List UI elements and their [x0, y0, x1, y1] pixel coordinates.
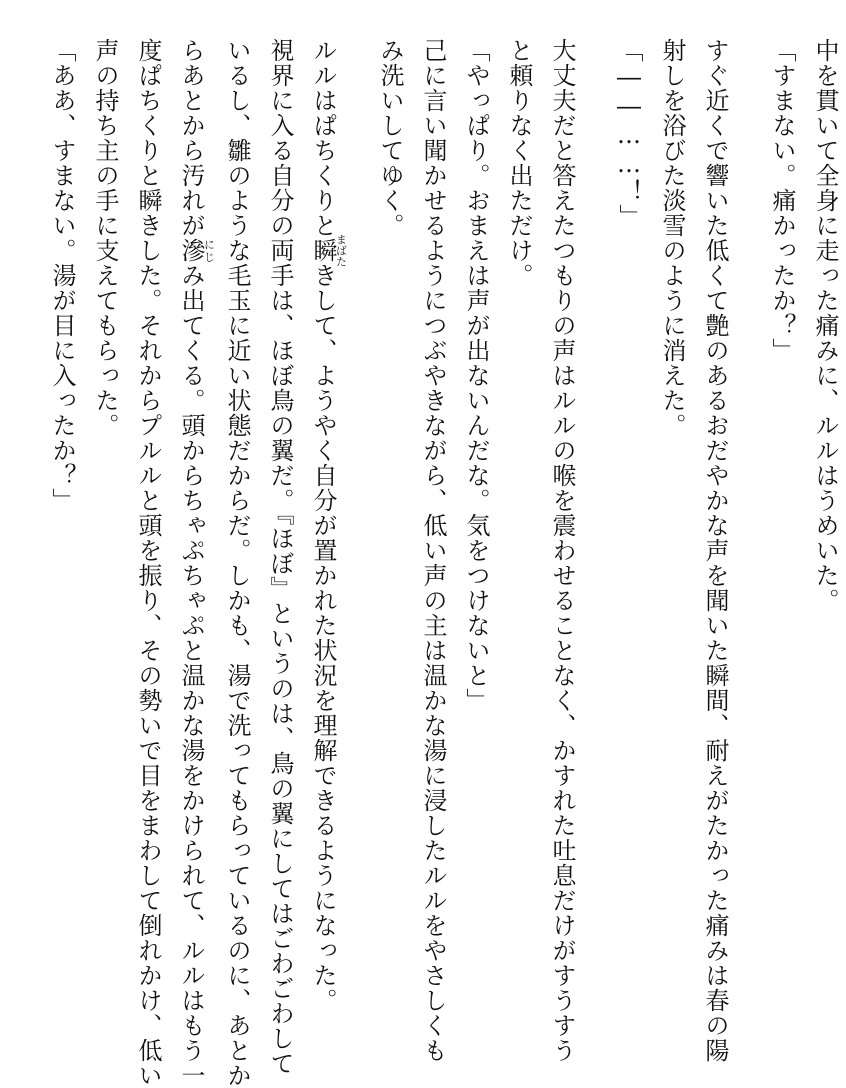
text-line: 大丈夫だと答えたつもりの声はルルの喉を震わせることなく、かすれた吐息だけがすうすう	[548, 38, 576, 1063]
dialogue-line: 「――……！」	[615, 38, 643, 229]
text-segment: きして、ようやく自分が置かれた状況を理解できるようになった。	[309, 263, 337, 1013]
ruby-base: 瞬	[309, 234, 337, 267]
text-segment: み出てくる。頭からちゃぷちゃぷと温かな湯をかけられて、ルルはもう一	[177, 263, 205, 1088]
ruby-reading: にじ	[202, 238, 216, 263]
text-line: すぐ近くで響いた低くて艶のあるおだやかな声を聞いた瞬間、耐えがたかった痛みは春の陽	[701, 38, 729, 1063]
text-line: 中を貫いて全身に走った痛みに、ルルはうめいた。	[811, 38, 839, 613]
text-line-with-ruby	[301, 38, 368, 1013]
dialogue-line: 「ああ、すまない。湯が目に入ったか？」	[48, 38, 76, 513]
text-line: み洗いしてゆく。	[376, 38, 404, 238]
ruby-annotation	[177, 238, 216, 263]
dialogue-line: 「やっぱり。おまえは声が出ないんだな。気をつけないと」	[462, 38, 490, 713]
text-line: 声の持ち主の手に支えてもらった。	[91, 38, 119, 438]
text-line: 視界に入る自分の両手は、ほぼ鳥の翼だ。『ほぼ』というのは、鳥の翼にしてはごわごわして	[266, 38, 294, 1076]
text-line: 射しを浴びた淡雪のように消えた。	[658, 38, 686, 438]
ruby-base: 滲	[177, 238, 205, 263]
text-line: 己に言い聞かせるようにつぶやきながら、低い声の主は温かな湯に浸したルルをやさしくも	[419, 38, 447, 1063]
vertical-text-body	[40, 38, 846, 1088]
text-segment: ルルはぱちくりと	[309, 38, 337, 238]
text-line-with-ruby	[169, 38, 216, 1088]
text-line: 度ぱちくりと瞬きした。それからプルルと頭を振り、その勢いで目をまわして倒れかけ、低い	[134, 38, 162, 1088]
dialogue-line: 「すまない。痛かったか？」	[768, 38, 796, 363]
ruby-annotation	[309, 234, 348, 267]
text-line: いるし、雛のような毛玉に近い状態だからだ。しかも、湯で洗ってもらっているのに、あとか	[223, 38, 251, 1088]
text-line: と頼りなく出ただけ。	[505, 38, 533, 288]
text-segment: らあとから汚れが	[177, 38, 205, 238]
ruby-reading: まばた	[334, 234, 348, 267]
